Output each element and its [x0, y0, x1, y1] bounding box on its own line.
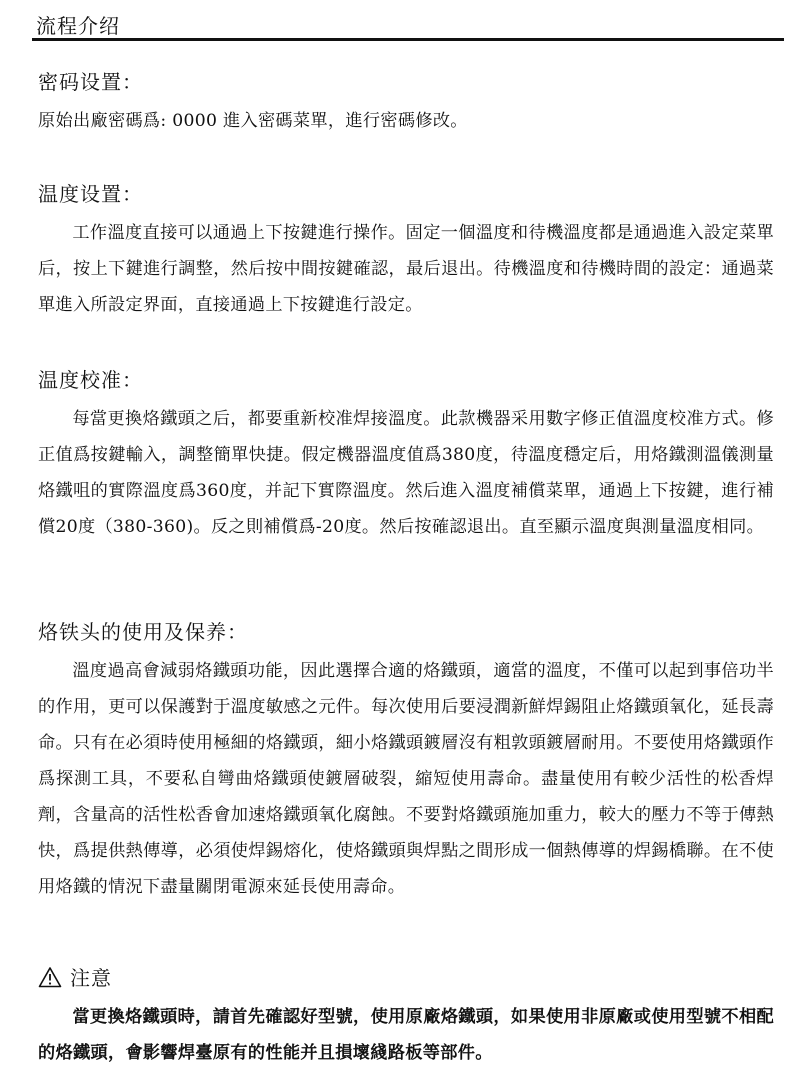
tip-care-heading: 烙铁头的使用及保养：	[38, 620, 248, 644]
password-text: 原始出廠密碼爲: 0000 進入密碼菜單，進行密碼修改。	[38, 111, 468, 131]
calibration-text: 每當更換烙鐵頭之后，都要重新校准焊接溫度。此款機器采用數字修正值溫度校准方式。修正值爲按鍵輸入，調整簡單快捷。假定機器溫度值爲380度，待溫度穩定后，用烙鐵測溫儀測量烙鐵咀的實際溫度爲360度，并記下實際溫度。然后進入溫度補償菜單，通過上下按鍵，進行補償20度（380-360)。反之則補償爲-20度。然后按確認退出。直至顯示溫度與測量溫度相同。	[38, 409, 774, 537]
temperature-heading: 温度设置：	[38, 182, 143, 206]
tip-care-section	[38, 616, 774, 905]
caution-text: 當更換烙鐵頭時，請首先確認好型號，使用原廠烙鐵頭，如果使用非原廠或使用型號不相配的烙鐵頭，會影響焊臺原有的性能并且損壞綫路板等部件。	[38, 1007, 774, 1063]
page-header	[32, 4, 784, 41]
calibration-section	[38, 364, 774, 545]
tip-care-text: 溫度過高會減弱烙鐵頭功能，因此選擇合適的烙鐵頭，適當的溫度，不僅可以起到事倍功半的作用，更可以保護對于溫度敏感之元件。每次使用后要浸潤新鮮焊錫阻止烙鐵頭氧化，延長壽命。只有在必須時使用極細的烙鐵頭，細小烙鐵頭鍍層沒有粗敦頭鍍層耐用。不要使用烙鐵頭作爲探測工具，不要私自彎曲烙鐵頭使鍍層破裂，縮短使用壽命。盡量使用有較少活性的松香焊劑，含量高的活性松香會加速烙鐵頭氧化腐蝕。不要對烙鐵頭施加重力，較大的壓力不等于傳熱快，爲提供熱傳導，必須使焊錫熔化，使烙鐵頭與焊點之間形成一個熱傳導的焊錫橋聯。在不使用烙鐵的情況下盡量關閉電源來延長使用壽命。	[38, 661, 774, 897]
calibration-heading: 温度校准：	[38, 368, 143, 392]
password-heading: 密码设置：	[38, 70, 143, 94]
caution-section	[38, 962, 774, 1071]
temperature-text: 工作溫度直接可以通過上下按鍵進行操作。固定一個溫度和待機溫度都是通過進入設定菜單后，按上下鍵進行調整，然后按中間按鍵確認，最后退出。待機溫度和待機時間的設定：通過菜單進入所設定界面，直接通過上下按鍵進行設定。	[38, 223, 774, 315]
caution-heading: 注意	[70, 966, 112, 990]
header-title: 流程介绍	[36, 14, 120, 38]
warning-triangle-icon	[38, 966, 62, 988]
temperature-section	[38, 178, 774, 323]
caution-heading-row	[38, 962, 774, 991]
password-section	[38, 66, 774, 139]
